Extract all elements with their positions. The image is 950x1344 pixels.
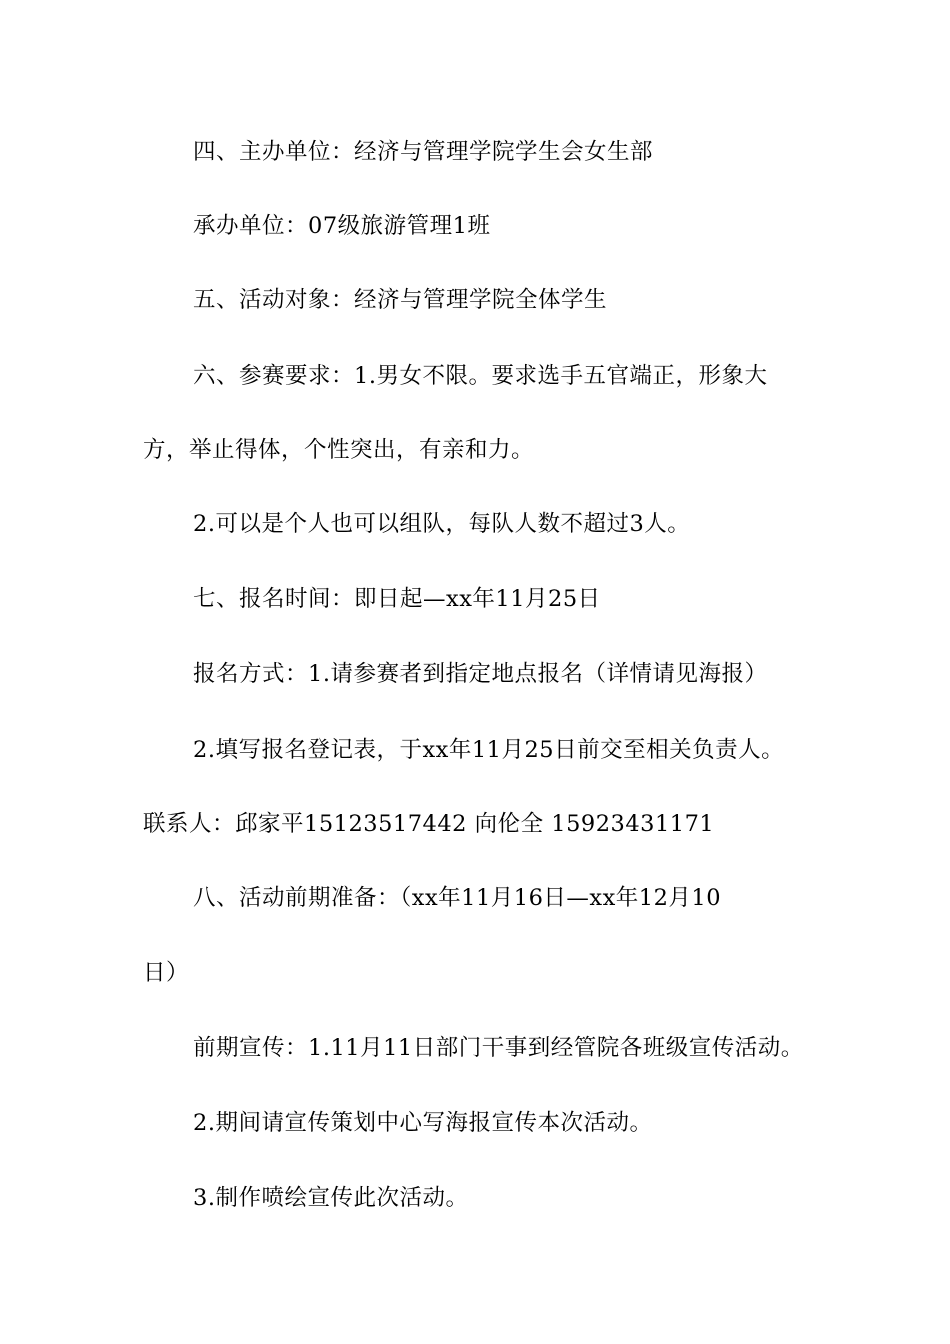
requirement-team: 2.可以是个人也可以组队，每队人数不超过3人。 bbox=[193, 511, 691, 537]
section-participants: 五、活动对象：经济与管理学院全体学生 bbox=[193, 287, 608, 313]
section-preparation: 八、活动前期准备：（xx年11月16日—xx年12月10 bbox=[193, 885, 722, 911]
registration-method: 报名方式：1.请参赛者到指定地点报名（详情请见海报） bbox=[193, 661, 768, 687]
section-registration-time: 七、报名时间：即日起—xx年11月25日 bbox=[193, 586, 601, 612]
co-organizer: 承办单位：07级旅游管理1班 bbox=[193, 213, 491, 239]
publicity-item-3: 3.制作喷绘宣传此次活动。 bbox=[193, 1185, 469, 1211]
requirements-continued: 方，举止得体，个性突出，有亲和力。 bbox=[143, 437, 535, 463]
section-requirements: 六、参赛要求：1.男女不限。要求选手五官端正，形象大 bbox=[193, 363, 768, 389]
section-organizer: 四、主办单位：经济与管理学院学生会女生部 bbox=[193, 139, 654, 165]
contact-persons: 联系人：邱家平15123517442 向伦全 15923431171 bbox=[143, 811, 715, 837]
publicity-item-2: 2.期间请宣传策划中心写海报宣传本次活动。 bbox=[193, 1110, 653, 1136]
publicity-item-1: 前期宣传：1.11月11日部门干事到经管院各班级宣传活动。 bbox=[193, 1035, 804, 1061]
registration-form: 2.填写报名登记表，于xx年11月25日前交至相关负责人。 bbox=[193, 737, 785, 763]
preparation-continued: 日） bbox=[143, 960, 190, 986]
